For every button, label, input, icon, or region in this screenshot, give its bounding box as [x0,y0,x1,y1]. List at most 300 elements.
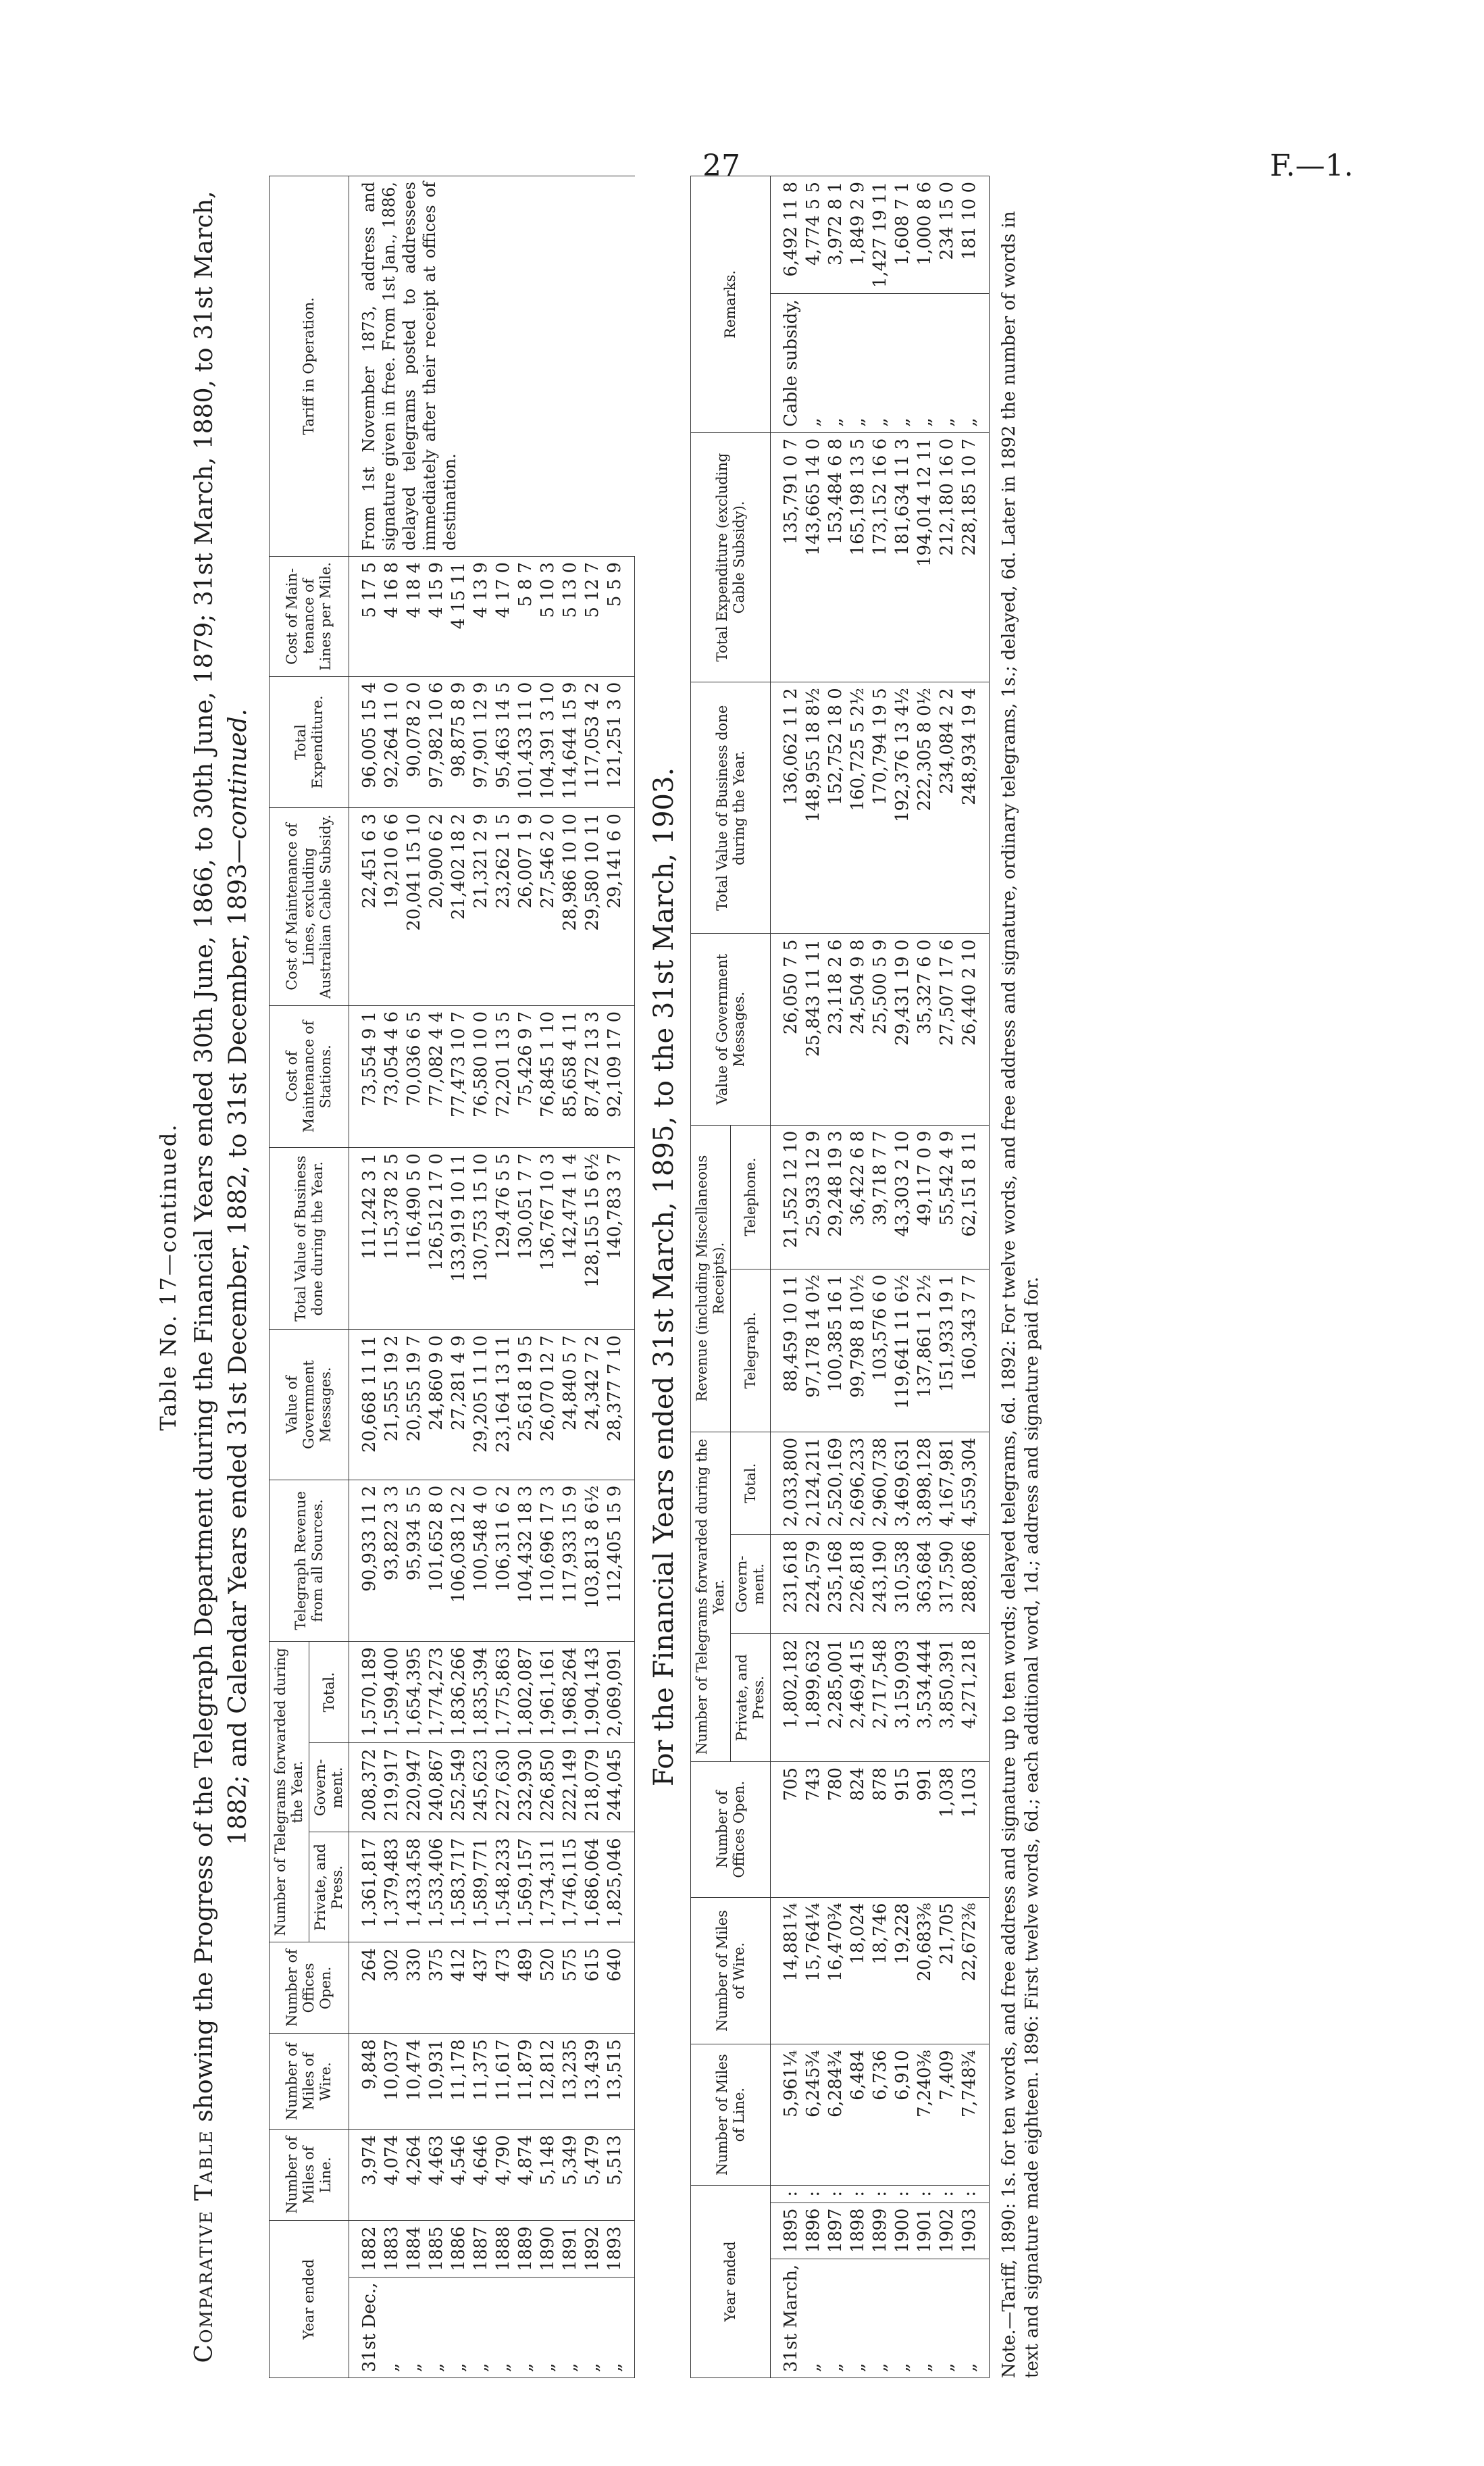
table-cell: 29,580 10 11 [582,808,604,1006]
table-cell: 1,904,143 [582,1642,604,1743]
table-cell: 3,898,128 [914,1432,936,1534]
table-cell: 117,933 15 9 [559,1480,582,1641]
table-cell: 11,178 [448,2034,470,2130]
table-cell: 90,933 11 2 [349,1480,382,1641]
table-cell: 11,617 [492,2034,515,2130]
table-cell: 11,375 [470,2034,492,2130]
table-cell: 5,513 [604,2130,635,2221]
table-cell: 7,240⅜ [914,2044,936,2185]
table-cell: 87,472 13 3 [582,1005,604,1147]
table-cell: 5,148 [537,2130,559,2221]
table-cell: 1903 [958,2203,990,2259]
table-label: Table No. 17—continued. [155,1123,181,1431]
table-cell: „ [381,2277,403,2377]
table-cell: 181 10 0 [958,176,990,294]
table-cell: 160,343 7 7 [958,1269,990,1432]
table-cell: 3,850,391 [936,1634,958,1761]
table-cell: 2,696,233 [847,1432,869,1534]
table-cell: 92,264 11 0 [381,676,403,807]
table-cell: 36,422 6 8 [847,1125,869,1269]
table-cell: 705 [771,1761,803,1897]
table-cell: 6,492 11 8 [771,176,803,294]
table-cell: 103,576 6 0 [869,1269,892,1432]
table-cell: 73,054 4 6 [381,1005,403,1147]
table-cell: 22,672⅜ [958,1897,990,2044]
table-cell: 1899 [869,2203,892,2259]
table-cell: 412 [448,1942,470,2034]
table-cell: 5 8 7 [515,556,537,676]
table-title [188,176,255,2378]
table-cell: 12,812 [537,2034,559,2130]
table-cell: : [869,2185,892,2203]
table-cell: : [936,2185,958,2203]
table-cell: 13,235 [559,2034,582,2130]
table-cell: 1895 [771,2203,803,2259]
table-cell: 234 15 0 [936,176,958,294]
table-cell: 13,439 [582,2034,604,2130]
table-financial-years [690,176,990,2378]
table-cell: 1902 [936,2203,958,2259]
table-cell: 743 [802,1761,825,1897]
table-cell: 20,555 19 7 [403,1330,426,1480]
table-cell: „ [958,2259,990,2377]
table-cell: 143,665 14 0 [802,432,825,682]
table-cell: 1883 [381,2221,403,2277]
table-cell: 824 [847,1761,869,1897]
table-cell: 114,644 15 9 [559,676,582,807]
col-cost-lines: Cost of Maintenance of Lines, excluding Australian Cable Subsidy. [270,808,349,1006]
table-cell: 10,037 [381,2034,403,2130]
table-cell: 126,512 17 0 [426,1148,448,1330]
table-cell: 133,919 10 11 [448,1148,470,1330]
table-cell: „ [825,294,847,433]
table-cell: 76,580 10 0 [470,1005,492,1147]
table-cell: 4,790 [492,2130,515,2221]
table-cell: 1,835,394 [470,1642,492,1743]
table-cell: 28,986 10 10 [559,808,582,1006]
table-cell: 4 18 4 [403,556,426,676]
table-cell: 1887 [470,2221,492,2277]
col-revenue: Telegraph Revenue from all Sources. [270,1480,349,1641]
table-cell: 39,718 7 7 [869,1125,892,1269]
table-row [869,176,892,2378]
table-cell: 3,974 [349,2130,382,2221]
table-cell: 1898 [847,2203,869,2259]
table-cell: 330 [403,1942,426,2034]
table-cell: 165,198 13 5 [847,432,869,682]
table-cell: 100,548 4 0 [470,1480,492,1641]
table-cell: 28,377 7 10 [604,1330,635,1480]
table-row [892,176,914,2378]
table-row [914,176,936,2378]
table-cell: 4,546 [448,2130,470,2221]
table-row [802,176,825,2378]
table-cell: 1,654,395 [403,1642,426,1743]
table-cell: 4,774 5 5 [802,176,825,294]
table-cell: 148,955 18 8½ [802,682,825,934]
table-cell: 26,440 2 10 [958,934,990,1125]
table-cell: 128,155 15 6½ [582,1148,604,1330]
table-cell: 1,103 [958,1761,990,1897]
table-cell: 6,484 [847,2044,869,2185]
table-cell: 1,899,632 [802,1634,825,1761]
table-cell: 1893 [604,2221,635,2277]
table-cell: 136,062 11 2 [771,682,803,934]
table-cell: 1,038 [936,1761,958,1897]
table-cell: 88,459 10 11 [771,1269,803,1432]
table-cell: 136,767 10 3 [537,1148,559,1330]
table-cell: 4 15 11 [448,556,470,676]
table-cell: 10,931 [426,2034,448,2130]
table-cell: 4 16 8 [381,556,403,676]
table-cell: : [825,2185,847,2203]
table-cell: 915 [892,1761,914,1897]
table-cell: 4,559,304 [958,1432,990,1534]
table-cell: 1,433,458 [403,1832,426,1942]
table-cell: 23,118 2 6 [825,934,847,1125]
table-cell: 1,000 8 6 [914,176,936,294]
table-cell: 181,634 11 3 [892,432,914,682]
table-cell: 5,349 [559,2130,582,2221]
table-cell: 43,303 2 10 [892,1125,914,1269]
table-cell: 240,867 [426,1743,448,1832]
table-cell: 16,470¾ [825,1897,847,2044]
table-cell: 1,968,264 [559,1642,582,1743]
table-cell: 77,473 10 7 [448,1005,470,1147]
table-cell: „ [958,294,990,433]
table-cell: 29,431 19 0 [892,934,914,1125]
table-cell: 77,082 4 4 [426,1005,448,1147]
table-cell: 6,910 [892,2044,914,2185]
table-cell: „ [426,2277,448,2377]
col-year-ended: Year ended [691,2185,771,2377]
table-row [958,176,990,2378]
table-cell: 4,074 [381,2130,403,2221]
table-cell: 220,947 [403,1743,426,1832]
table-cell: 142,474 1 4 [559,1148,582,1330]
table-cell: 1884 [403,2221,426,2277]
table-cell: 111,242 3 1 [349,1148,382,1330]
table-row [847,176,869,2378]
table-cell: 18,024 [847,1897,869,2044]
table-cell: 219,917 [381,1743,403,1832]
table-cell: „ [914,294,936,433]
table-cell: 1,802,087 [515,1642,537,1743]
table-cell: 25,500 5 9 [869,934,892,1125]
table-cell: 7,409 [936,2044,958,2185]
table-cell: 29,205 11 10 [470,1330,492,1480]
table-cell: „ [403,2277,426,2377]
table-cell: 35,327 6 0 [914,934,936,1125]
table-cell: 1897 [825,2203,847,2259]
col-miles-line: Number of Miles of Line. [691,2044,771,2185]
table-cell: 9,848 [349,2034,382,2130]
col-gov-messages: Value of Government Messages. [270,1330,349,1480]
table-cell: „ [936,2259,958,2377]
table-cell: 95,463 14 5 [492,676,515,807]
table-cell: 1,686,064 [582,1832,604,1942]
title-continued: continued. [224,708,252,840]
table-cell: „ [936,294,958,433]
table-cell: 5 17 5 [349,556,382,676]
table-cell: 121,251 3 0 [604,676,635,807]
table-cell: 2,033,800 [771,1432,803,1534]
table-cell: 1,836,266 [448,1642,470,1743]
table-cell: 106,311 6 2 [492,1480,515,1641]
col-offices-open: Number of Offices Open. [691,1761,771,1897]
table-cell: 288,086 [958,1534,990,1634]
table-calendar-years [269,176,635,2378]
table-cell: 2,469,415 [847,1634,869,1761]
table-cell: 1,599,400 [381,1642,403,1743]
table-cell: 1,825,046 [604,1832,635,1942]
table-cell: 72,201 13 5 [492,1005,515,1147]
table-cell: : [847,2185,869,2203]
table-cell: 222,305 8 0½ [914,682,936,934]
table-cell: 317,590 [936,1534,958,1634]
table-cell: 137,861 1 2½ [914,1269,936,1432]
col-year-ended: Year ended [270,2221,349,2378]
table-cell: 70,036 6 5 [403,1005,426,1147]
title-prefix: Comparative Table [190,2130,218,2363]
table-cell: 104,391 3 10 [537,676,559,807]
table-cell: 98,875 8 9 [448,676,470,807]
table-cell: 170,794 19 5 [869,682,892,934]
table-cell: 437 [470,1942,492,2034]
table-cell: 252,549 [448,1743,470,1832]
col-government: Govern-ment. [309,1743,349,1832]
table-cell: 192,376 13 4½ [892,682,914,934]
table-cell: 218,079 [582,1743,604,1832]
table-cell: 73,554 9 1 [349,1005,382,1147]
table-cell: 1,361,817 [349,1832,382,1942]
table-cell: 95,934 5 5 [403,1480,426,1641]
table-cell: 90,078 2 0 [403,676,426,807]
tariff-note: Note.—Tariff, 1890: 1s. for ten words, and free address and signature up to ten words; delayed telegrams, 6d. 1892: For twelve words, and free address and signature, ordinary telegrams, 1s.; delayed, 6d. Later in 1892 the number of words in text and signature made eighteen. 1896: First twelve words, 6d.; each additional word, 1d.; address and signature paid for. [999,211,1042,2378]
table-cell: 129,476 5 5 [492,1148,515,1330]
table-cell: 991 [914,1761,936,1897]
table-cell: „ [582,2277,604,2377]
table-cell: 106,038 12 2 [448,1480,470,1641]
col-miles-wire: Number of Miles of Wire. [691,1897,771,2044]
table-cell: 173,152 16 6 [869,432,892,682]
table-cell: 3,972 8 1 [825,176,847,294]
table-cell: 1,570,189 [349,1642,382,1743]
col-total-value: Total Value of Business done during the Year. [270,1148,349,1330]
table-cell: 21,321 2 9 [470,808,492,1006]
table-cell: 1886 [448,2221,470,2277]
table-cell: 1,775,863 [492,1642,515,1743]
table-cell: : [892,2185,914,2203]
table-cell: 1,849 2 9 [847,176,869,294]
table-cell: 75,426 9 7 [515,1005,537,1147]
table-cell: „ [847,294,869,433]
table-cell: 473 [492,1942,515,2034]
table-cell: „ [515,2277,537,2377]
table-cell: 76,845 1 10 [537,1005,559,1147]
table-cell: 97,982 10 6 [426,676,448,807]
table-cell: „ [802,2259,825,2377]
col-remarks: Remarks. [691,176,771,433]
table-cell: „ [559,2277,582,2377]
table-cell: 3,534,444 [914,1634,936,1761]
table-cell: 1885 [426,2221,448,2277]
table-cell: 1,774,273 [426,1642,448,1743]
table-cell: 878 [869,1761,892,1897]
table-cell: 160,725 5 2½ [847,682,869,934]
table-cell: 1891 [559,2221,582,2277]
table-cell: 27,507 17 6 [936,934,958,1125]
table-cell: 2,124,211 [802,1432,825,1534]
table-cell: 20,668 11 11 [349,1330,382,1480]
table-cell: 1,533,406 [426,1832,448,1942]
table-cell: 19,228 [892,1897,914,2044]
table-cell: 101,433 11 0 [515,676,537,807]
table-cell: 1,608 7 1 [892,176,914,294]
table-cell: „ [869,294,892,433]
document-reference: F.—1. [1270,149,1354,183]
table-cell: 2,069,091 [604,1642,635,1743]
table-row [936,176,958,2378]
table-cell: 212,180 16 0 [936,432,958,682]
table-cell: 55,542 4 9 [936,1125,958,1269]
col-telegraph: Telegraph. [731,1269,771,1432]
table-cell: 226,850 [537,1743,559,1832]
table-cell: 5 5 9 [604,556,635,676]
table-cell: 25,618 19 5 [515,1330,537,1480]
table-cell: „ [802,294,825,433]
table-cell: 780 [825,1761,847,1897]
table-cell: 96,005 15 4 [349,676,382,807]
table-cell: 13,515 [604,2034,635,2130]
table-cell: 1901 [914,2203,936,2259]
table-cell: „ [847,2259,869,2377]
table-cell: 21,402 18 2 [448,808,470,1006]
table-cell: 153,484 6 8 [825,432,847,682]
table-cell: 23,262 1 5 [492,808,515,1006]
col-cost-stations: Cost of Maintenance of Stations. [270,1005,349,1147]
col-miles-wire: Number of Miles of Wire. [270,2034,349,2130]
table-cell: 194,014 12 11 [914,432,936,682]
table-cell: 5 10 3 [537,556,559,676]
table-cell: 1,961,161 [537,1642,559,1743]
table-cell: 208,372 [349,1743,382,1832]
table-cell: 92,109 17 0 [604,1005,635,1147]
table-cell: 5,961¼ [771,2044,803,2185]
table-cell: 4 17 0 [492,556,515,676]
col-private-press: Private, and Press. [731,1634,771,1761]
table-cell: 22,451 6 3 [349,808,382,1006]
table-cell: 49,117 0 9 [914,1125,936,1269]
table-cell: 4,271,218 [958,1634,990,1761]
col-total-expenditure: Total Expenditure (excluding Cable Subsidy). [691,432,771,682]
table-cell: 18,746 [869,1897,892,2044]
table-cell: 85,658 4 11 [559,1005,582,1147]
table-cell: 4,463 [426,2130,448,2221]
table-cell: 21,705 [936,1897,958,2044]
table-cell: 640 [604,1942,635,2034]
table-cell: 1,734,311 [537,1832,559,1942]
table-cell: 103,813 8 6½ [582,1480,604,1641]
col-miles-line: Number of Miles of Line. [270,2130,349,2221]
table-cell: 3,159,093 [892,1634,914,1761]
table-cell: 97,901 12 9 [470,676,492,807]
col-total: Total. [731,1432,771,1534]
table-cell: 575 [559,1942,582,2034]
table-cell: 11,879 [515,2034,537,2130]
table-cell: 489 [515,1942,537,2034]
table-cell: 31st Dec., [349,2277,382,2377]
table-cell: 224,579 [802,1534,825,1634]
table-cell: 1892 [582,2221,604,2277]
col-total-expenditure: Total Expenditure. [270,676,349,807]
table-cell: 363,684 [914,1534,936,1634]
table-cell: 1,802,182 [771,1634,803,1761]
table-cell: „ [869,2259,892,2377]
table-cell: 302 [381,1942,403,2034]
table-cell: 4,646 [470,2130,492,2221]
table-cell: 14,881¼ [771,1897,803,2044]
table-cell: 1,548,233 [492,1832,515,1942]
table-row [771,176,803,2378]
tariff-description: From 1st November 1873, address and signature given in free. From 1st Jan., 1886, delayed telegrams posted to addressees immediately after their receipt at offices of destination. [349,176,635,557]
col-gov-messages: Value of Government Messages. [691,934,771,1125]
table-cell: 226,818 [847,1534,869,1634]
table-cell: 5 12 7 [582,556,604,676]
table-cell: 243,190 [869,1534,892,1634]
table-cell: 244,045 [604,1743,635,1832]
table2-title: For the Financial Years ended 31st March, 1895, to the 31st March, 1903. [648,767,680,1787]
table-cell: 6,284¾ [825,2044,847,2185]
table-cell: 31st March, [771,2259,803,2377]
table-cell: : [771,2185,803,2203]
table-cell: 24,504 9 8 [847,934,869,1125]
table-cell: 93,822 3 3 [381,1480,403,1641]
table-cell: 1,746,115 [559,1832,582,1942]
page-number: 27 [702,149,740,183]
table-cell: 264 [349,1942,382,2034]
col-cost-per-mile: Cost of Main-tenance of Lines per Mile. [270,556,349,676]
title-text: showing the Progress of the Telegraph Department during the Financial Years ended 30th June, 1866, to 30th June, 1879; 31st March, 1880, to 31st March, 1882; and Calendar Years ended 31st December, 1882, to 31st December, 1893— [190,191,252,2130]
table-cell: 2,520,169 [825,1432,847,1534]
table-cell: 116,490 5 0 [403,1148,426,1330]
table-cell: 27,546 2 0 [537,808,559,1006]
table-cell: 232,930 [515,1743,537,1832]
table-cell: 5 13 0 [559,556,582,676]
table-cell: 26,070 12 7 [537,1330,559,1480]
table-cell: 130,753 15 10 [470,1148,492,1330]
table-cell: 1,583,717 [448,1832,470,1942]
table-cell: 130,051 7 7 [515,1148,537,1330]
table-cell: 6,736 [869,2044,892,2185]
table-cell: „ [448,2277,470,2377]
table-cell: : [958,2185,990,2203]
table-cell: : [802,2185,825,2203]
table-cell: 25,933 12 9 [802,1125,825,1269]
table-cell: 151,933 19 1 [936,1269,958,1432]
table-cell: 7,748¾ [958,2044,990,2185]
table-cell: 112,405 15 9 [604,1480,635,1641]
table-cell: 375 [426,1942,448,2034]
table-cell: Cable subsidy, [771,294,803,433]
table-cell: 1882 [349,2221,382,2277]
table-cell: 2,285,001 [825,1634,847,1761]
table-cell: 27,281 4 9 [448,1330,470,1480]
table-cell: 1896 [802,2203,825,2259]
table-cell: 20,900 6 2 [426,808,448,1006]
table-cell: 4 15 9 [426,556,448,676]
table-cell: 97,178 14 0½ [802,1269,825,1432]
